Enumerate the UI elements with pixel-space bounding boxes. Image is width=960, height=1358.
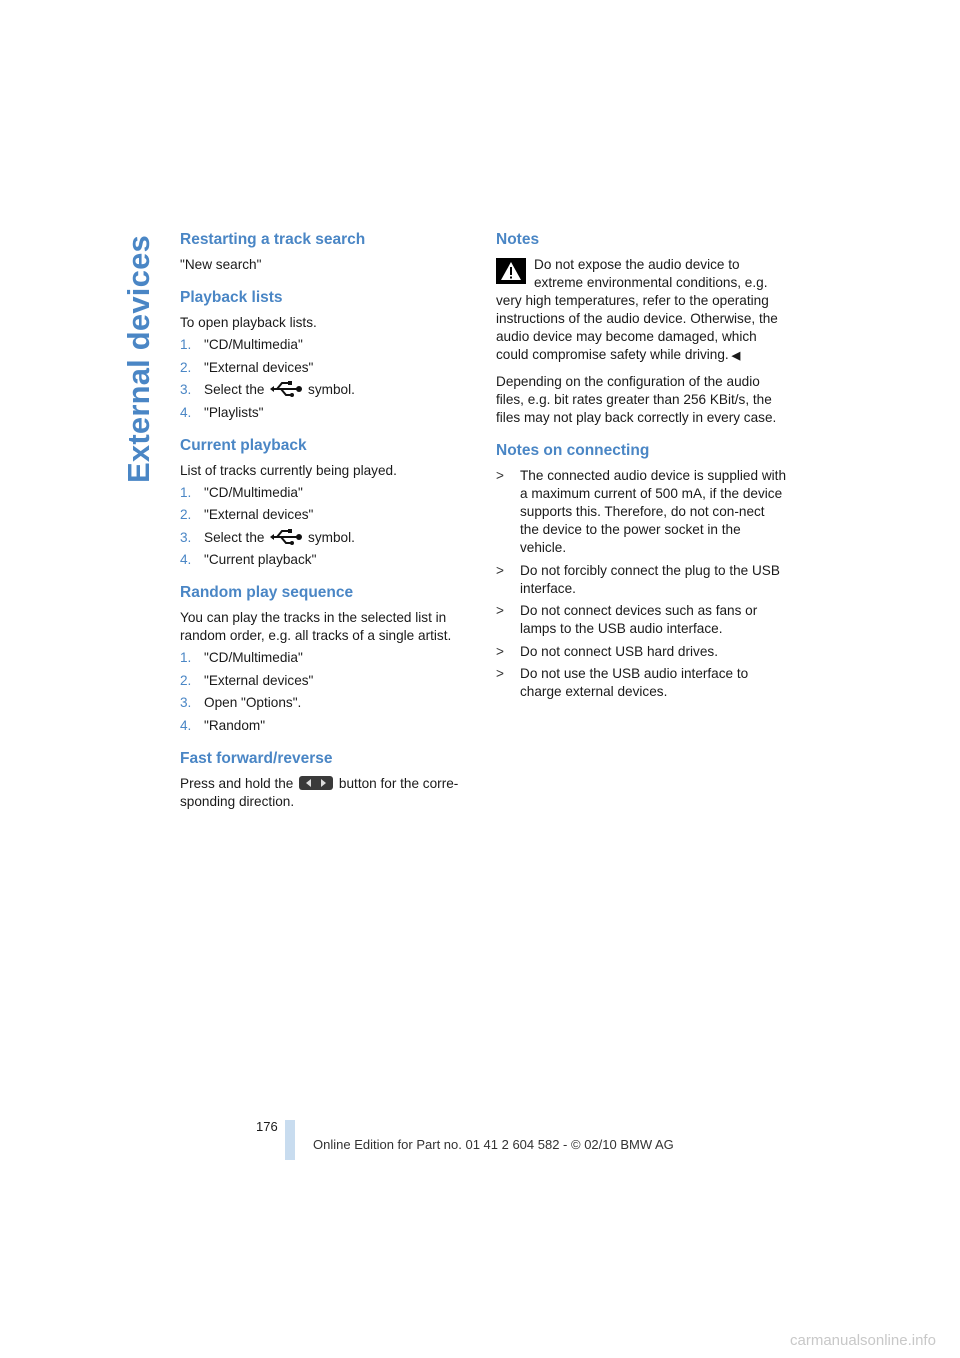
- step-number: 2.: [180, 507, 192, 522]
- heading-notes: Notes: [496, 231, 540, 248]
- step-text-pre: Select the: [204, 382, 265, 397]
- step: [180, 694, 470, 712]
- random-steps: [180, 649, 470, 735]
- step: [180, 484, 470, 502]
- section-random: [180, 583, 470, 735]
- heading-current-playback: Current playback: [180, 436, 307, 454]
- footer-accent-bar: [285, 1120, 295, 1160]
- step-text: "CD/Multimedia": [204, 337, 303, 352]
- step-number: 1.: [180, 650, 192, 665]
- section-current-playback: [180, 436, 470, 570]
- watermark: carmanualsonline.info: [790, 1332, 936, 1349]
- bullet-text: Do not connect devices such as fans or lamps to the USB audio interface.: [520, 603, 758, 636]
- step: [180, 717, 470, 735]
- left-column: [180, 230, 470, 825]
- heading-fast-forward: Fast forward/reverse: [180, 749, 333, 767]
- bullet-text: Do not forcibly connect the plug to the USB interface.: [520, 562, 780, 596]
- bullet-item: [496, 643, 786, 661]
- section-notes: [496, 230, 786, 427]
- step-number: 3.: [180, 529, 192, 545]
- current-playback-steps: [180, 484, 470, 570]
- usb-icon: [270, 529, 302, 545]
- fast-forward-post: button for the corre-sponding direction.: [180, 775, 459, 809]
- step: [180, 529, 470, 547]
- step-number: 4.: [180, 717, 192, 733]
- bullet-item: [496, 665, 786, 701]
- restart-text: "New search": [180, 257, 262, 272]
- section-playback-lists: [180, 288, 470, 422]
- right-column: [496, 230, 786, 715]
- step-text: Open "Options".: [204, 695, 302, 710]
- step: [180, 404, 470, 422]
- bullet-text: Do not connect USB hard drives.: [520, 643, 718, 659]
- step-text-post: symbol.: [308, 529, 355, 545]
- connecting-bullets: [496, 467, 786, 701]
- playback-lists-intro: To open playback lists.: [180, 315, 317, 330]
- bullet-mark: >: [496, 562, 504, 578]
- step-text: "Random": [204, 717, 266, 733]
- section-fast-forward: [180, 749, 470, 811]
- step-text-post: symbol.: [308, 382, 355, 397]
- step-number: 1.: [180, 484, 192, 500]
- heading-random: Random play sequence: [180, 584, 354, 601]
- step-text: "Playlists": [204, 404, 264, 420]
- bullet-item: [496, 602, 786, 638]
- fast-forward-pre: Press and hold the: [180, 775, 294, 791]
- step: [180, 649, 470, 667]
- section-connecting: [496, 441, 786, 701]
- heading-connecting: Notes on connecting: [496, 442, 650, 459]
- step-text: "Current playback": [204, 552, 317, 567]
- fast-forward-text: [180, 775, 470, 811]
- seek-button-icon: [299, 776, 333, 790]
- step-number: 4.: [180, 404, 192, 420]
- step-number: 2.: [180, 672, 192, 688]
- step-number: 4.: [180, 552, 192, 567]
- step-text: [204, 529, 355, 547]
- step-text: "External devices": [204, 672, 314, 688]
- bullet-text: Do not use the USB audio interface to charge external devices.: [520, 666, 749, 699]
- step-number: 2.: [180, 359, 192, 375]
- warning-box: [496, 256, 786, 365]
- heading-restart: Restarting a track search: [180, 231, 366, 248]
- chapter-side-title-text: External devices: [121, 235, 156, 483]
- bullet-mark: >: [496, 468, 504, 483]
- step-text-pre: Select the: [204, 529, 265, 545]
- current-playback-intro: List of tracks currently being played.: [180, 462, 397, 478]
- step: [180, 672, 470, 690]
- bullet-item: [496, 562, 786, 598]
- heading-playback-lists: Playback lists: [180, 289, 283, 306]
- step: [180, 336, 470, 354]
- step-number: 3.: [180, 382, 192, 397]
- warning-triangle-icon: [496, 258, 526, 284]
- step-text: "CD/Multimedia": [204, 484, 303, 500]
- notes-paragraph: Depending on the configuration of the audio files, e.g. bit rates greater than 256 KBit/s, the files may not play back correctly in every case.: [496, 374, 777, 425]
- step-number: 3.: [180, 695, 192, 710]
- chapter-side-title: [122, 234, 156, 484]
- step-text: [204, 381, 355, 399]
- footer-edition: Online Edition for Part no. 01 41 2 604 582 - © 02/10 BMW AG: [313, 1137, 674, 1152]
- bullet-mark: >: [496, 603, 504, 618]
- step-text: "External devices": [204, 359, 314, 375]
- step: [180, 359, 470, 377]
- usb-icon: [270, 381, 302, 397]
- bullet-item: [496, 467, 786, 557]
- end-mark: ◀: [731, 350, 741, 362]
- section-restart: [180, 230, 470, 274]
- step: [180, 551, 470, 569]
- bullet-text: The connected audio device is supplied with a maximum current of 500 mA, if the device supports this. Therefore, do not con-nect the device to the power socket in the vehicle.: [520, 468, 787, 555]
- bullet-mark: >: [496, 666, 504, 681]
- playback-lists-steps: [180, 336, 470, 422]
- seek-back-arrow-icon: [306, 779, 311, 787]
- warning-text: [496, 256, 786, 365]
- step: [180, 506, 470, 524]
- random-intro: You can play the tracks in the selected list in random order, e.g. all tracks of a single artist.: [180, 610, 452, 643]
- warning-body: Do not expose the audio device to extreme environmental conditions, e.g. very high temperatures, refer to the operating instructions of the audio device. Otherwise, the audio device may become damaged, which could compromise safety while driving.: [496, 257, 778, 362]
- step-text: "External devices": [204, 507, 314, 522]
- step: [180, 381, 470, 399]
- step-text: "CD/Multimedia": [204, 650, 303, 665]
- seek-forward-arrow-icon: [321, 779, 326, 787]
- step-number: 1.: [180, 337, 192, 352]
- page-number: 176: [256, 1119, 278, 1134]
- bullet-mark: >: [496, 643, 504, 659]
